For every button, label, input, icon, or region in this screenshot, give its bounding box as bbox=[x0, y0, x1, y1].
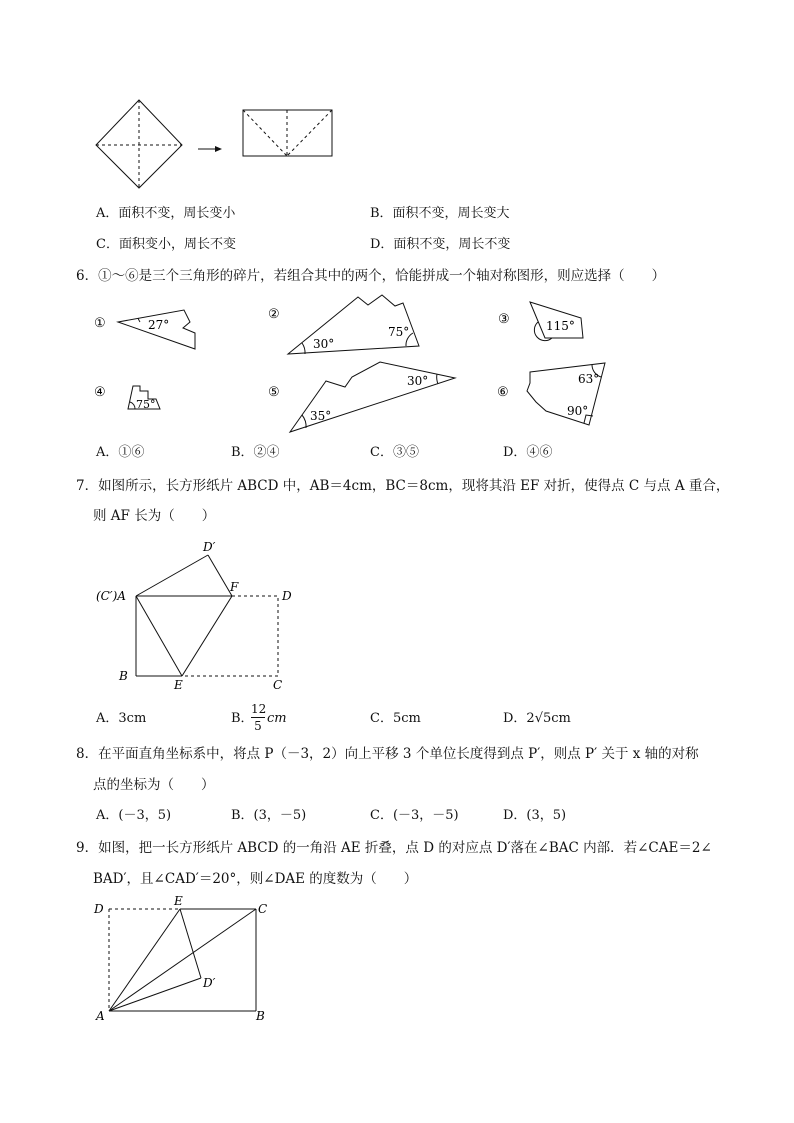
piece-4-angle: 75° bbox=[136, 398, 156, 411]
q7-option-b-prefix: B． bbox=[231, 711, 254, 726]
label-d: D bbox=[282, 589, 292, 603]
label-d-prime: D′ bbox=[203, 540, 216, 554]
piece-label-1: ① bbox=[94, 316, 106, 331]
q6-option-a: A．①⑥ bbox=[96, 445, 145, 460]
q7-stem-line1: 7．如图所示，长方形纸片 ABCD 中，AB＝4cm，BC＝8cm，现将其沿 EF 对折，使得点 C 与点 A 重合， bbox=[76, 478, 730, 494]
q6-stem: 6．①～⑥是三个三角形的碎片，若组合其中的两个，恰能拼成一个轴对称图形，则应选择（ ） bbox=[76, 268, 666, 284]
diagonal-ac bbox=[109, 909, 256, 1011]
label-a: A bbox=[96, 1009, 105, 1023]
piece-label-6: ⑥ bbox=[497, 385, 509, 400]
piece-6-angle-a: 63° bbox=[578, 372, 600, 386]
label-f: F bbox=[230, 580, 239, 594]
q6-option-c: C．③⑤ bbox=[370, 445, 419, 460]
q8-option-b: B．(3，－5) bbox=[231, 808, 307, 823]
label-d-prime: D′ bbox=[203, 976, 216, 990]
piece-label-3: ③ bbox=[498, 312, 510, 327]
segment-ed1 bbox=[180, 909, 201, 978]
fraction-denominator: 5 bbox=[254, 719, 262, 733]
q5-option-b: B．面积不变，周长变大 bbox=[370, 206, 510, 221]
q7-option-b-unit: cm bbox=[267, 711, 287, 726]
q7-option-d: D．2√5cm bbox=[503, 711, 571, 726]
q8-option-a: A．(－3，5) bbox=[96, 808, 172, 823]
q8-option-d: D．(3，5) bbox=[503, 808, 567, 823]
q5-option-d: D．面积不变，周长不变 bbox=[370, 237, 511, 252]
segment-ae bbox=[109, 909, 180, 1011]
q5-option-a: A．面积不变，周长变小 bbox=[96, 206, 236, 221]
piece-3-angle: 115° bbox=[546, 319, 575, 333]
q7-option-c: C．5cm bbox=[370, 711, 421, 726]
q6-option-d: D．④⑥ bbox=[503, 445, 553, 460]
piece-label-2: ② bbox=[268, 307, 280, 322]
label-e: E bbox=[174, 894, 183, 908]
piece-5-angle-a: 30° bbox=[407, 374, 429, 388]
q8-stem-line2: 点的坐标为（ ） bbox=[93, 777, 215, 793]
q7-stem-line2: 则 AF 长为（ ） bbox=[93, 508, 216, 524]
piece-5-angle-b: 35° bbox=[310, 409, 332, 423]
piece-2-angle-a: 30° bbox=[313, 337, 335, 351]
label-d: D bbox=[94, 902, 104, 916]
label-c: C bbox=[258, 902, 268, 916]
label-c-prime-a: (C′)A bbox=[96, 589, 126, 603]
q8-option-c: C．(－3，－5) bbox=[370, 808, 459, 823]
q5-option-c: C．面积变小，周长不变 bbox=[96, 237, 236, 252]
piece-1-angle: 27° bbox=[148, 318, 170, 332]
piece-2-angle-b: 75° bbox=[388, 325, 410, 339]
q8-stem-line1: 8．在平面直角坐标系中，将点 P（－3，2）向上平移 3 个单位长度得到点 P′，则点 P′ 关于 x 轴的对称 bbox=[76, 746, 699, 762]
segment-ad1 bbox=[109, 978, 201, 1011]
q7-option-a: A．3cm bbox=[96, 711, 147, 726]
piece-6-angle-b: 90° bbox=[567, 404, 589, 418]
label-e: E bbox=[174, 678, 183, 692]
label-b: B bbox=[119, 669, 128, 683]
q9-stem-line1: 9．如图，把一长方形纸片 ABCD 的一角沿 AE 折叠，点 D 的对应点 D′落在∠BAC 内部．若∠CAE＝2∠ bbox=[76, 840, 712, 856]
q9-stem-line2: BAD′，且∠CAD′＝20°，则∠DAE 的度数为（ ） bbox=[93, 871, 418, 887]
label-b: B bbox=[256, 1009, 265, 1023]
label-c: C bbox=[273, 678, 283, 692]
q6-option-b: B．②④ bbox=[231, 445, 280, 460]
fraction-numerator: 12 bbox=[251, 702, 267, 716]
piece-label-5: ⑤ bbox=[268, 385, 280, 400]
piece-label-4: ④ bbox=[94, 385, 106, 400]
